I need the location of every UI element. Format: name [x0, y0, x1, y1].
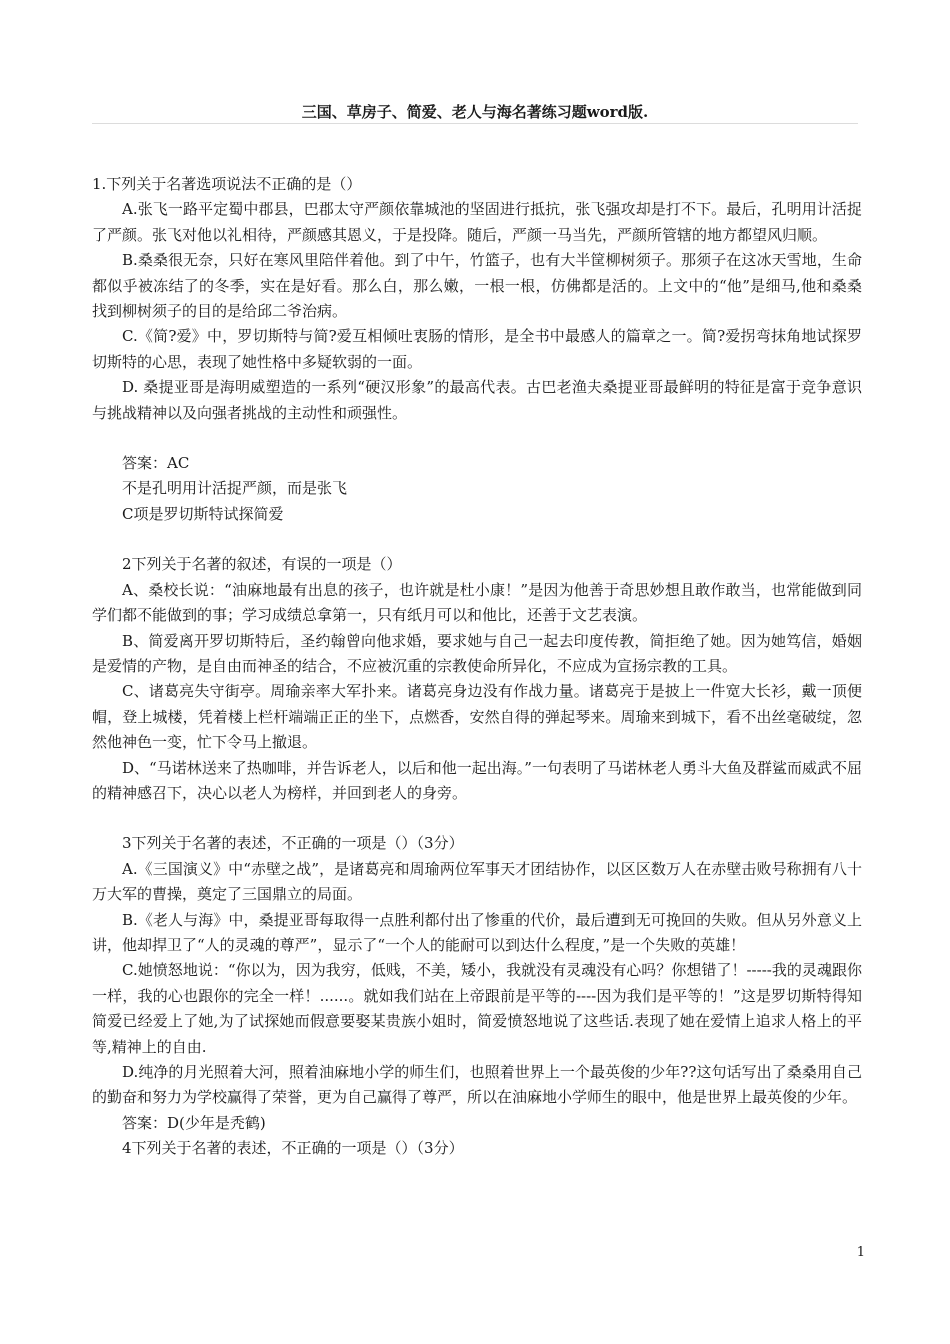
answer-note: C项是罗切斯特试探简爱: [122, 504, 284, 523]
paragraph-gap: [92, 426, 862, 451]
answer-line: 答案：AC: [122, 454, 190, 473]
header-divider: [92, 123, 858, 124]
answer-line: 答案：D(少年是秃鹤): [122, 1113, 266, 1132]
question-option: C.《简?爱》中，罗切斯特与简?爱互相倾吐衷肠的情形，是全书中最感人的篇章之一。简?爱拐弯抹角地试探罗切斯特的心思，表现了她性格中多疑软弱的一面。: [92, 327, 862, 371]
question-option: B、简爱离开罗切斯特后，圣约翰曾向他求婚，要求她与自己一起去印度传教，简拒绝了她。因为她笃信，婚姻是爱情的产物，是自由而神圣的结合，不应被沉重的宗教使命所异化，不应成为宣扬宗教的工具。: [92, 631, 862, 675]
question-option: B.《老人与海》中，桑提亚哥每取得一点胜利都付出了惨重的代价，最后遭到无可挽回的失败。但从另外意义上讲，他却捍卫了“人的灵魂的尊严”，显示了“一个人的能耐可以到达什么程度，”是一个失败的英雄！: [92, 910, 862, 954]
question-stem: 3下列关于名著的表述，不正确的一项是（）（3分）: [122, 834, 464, 853]
question-option: B.桑桑很无奈，只好在寒风里陪伴着他。到了中午，竹篮子，也有大半筐柳树须子。那须子在这冰天雪地，生命都似乎被冻结了的冬季，实在是好看。那么白，那么嫩，一根一根，仿佛都是活的。上文中的“他”是细马,他和桑桑找到柳树须子的目的是给邱二爷治病。: [92, 251, 862, 321]
question-stem: 2下列关于名著的叙述，有误的一项是（）: [122, 555, 402, 574]
question-option: D. 桑提亚哥是海明威塑造的一系列“硬汉形象”的最高代表。古巴老渔夫桑提亚哥最鲜明的特征是富于竞争意识与挑战精神以及向强者挑战的主动性和顽强性。: [92, 378, 862, 422]
question-option: A.《三国演义》中“赤壁之战”，是诸葛亮和周瑜两位军事天才团结协作，以区区数万人在赤壁击败号称拥有八十万大军的曹操，奠定了三国鼎立的局面。: [92, 859, 862, 904]
paragraph-gap: [92, 806, 862, 831]
question-option: C.她愤怒地说：“你以为，因为我穷，低贱，不美，矮小，我就没有灵魂没有心吗？你想错了！-----我的灵魂跟你一样，我的心也跟你的完全一样！......。就如我们站在上帝跟前是平等的----因为我们是平等的！”这是罗切斯特得知简爱已经爱上了她,为了试探她而假意要娶某贵族小姐时，简爱愤怒地说了这些话.表现了她在爱情上追求人格上的平等,精神上的自由.: [92, 961, 862, 1056]
paragraph-gap: [92, 527, 862, 552]
question-stem: 4下列关于名著的表述，不正确的一项是（）（3分）: [122, 1139, 464, 1158]
question-option: A、桑校长说：“油麻地最有出息的孩子，也许就是杜小康！”是因为他善于奇思妙想且敢作敢当，也常能做到同学们都不能做到的事；学习成绩总拿第一，只有纸月可以和他比，还善于文艺表演。: [92, 580, 862, 625]
document-body: [92, 172, 862, 1162]
question-stem: 1.下列关于名著选项说法不正确的是（）: [92, 175, 362, 193]
question-option: D.纯净的月光照着大河，照着油麻地小学的师生们，也照着世界上一个最英俊的少年??这句话写出了桑桑用自己的勤奋和努力为学校赢得了荣誉，更为自己赢得了尊严，所以在油麻地小学师生的眼中，他是世界上最英俊的少年。: [92, 1063, 862, 1107]
answer-note: 不是孔明用计活捉严颜，而是张飞: [122, 479, 348, 498]
document-title: 三国、草房子、简爱、老人与海名著练习题word版.: [301, 103, 649, 121]
question-option: A.张飞一路平定蜀中郡县，巴郡太守严颜依靠城池的坚固进行抵抗，张飞强攻却是打不下。最后，孔明用计活捉了严颜。张飞对他以礼相待，严颜感其恩义，于是投降。随后，严颜一马当先，严颜所管辖的地方都望风归顺。: [92, 200, 862, 244]
page-number: 1: [856, 1245, 865, 1260]
question-option: C、诸葛亮失守街亭。周瑜亲率大军扑来。诸葛亮身边没有作战力量。诸葛亮于是披上一件宽大长衫，戴一顶便帽，登上城楼，凭着楼上栏杆端端正正的坐下，点燃香，安然自得的弹起琴来。周瑜来到城下，看不出丝毫破绽，忽然他神色一变，忙下令马上撤退。: [92, 682, 862, 752]
question-option: D、“马诺林送来了热咖啡，并告诉老人，以后和他一起出海。”一句表明了马诺林老人勇斗大鱼及群鲨而威武不屈的精神感召下，决心以老人为榜样，并回到老人的身旁。: [92, 758, 862, 802]
